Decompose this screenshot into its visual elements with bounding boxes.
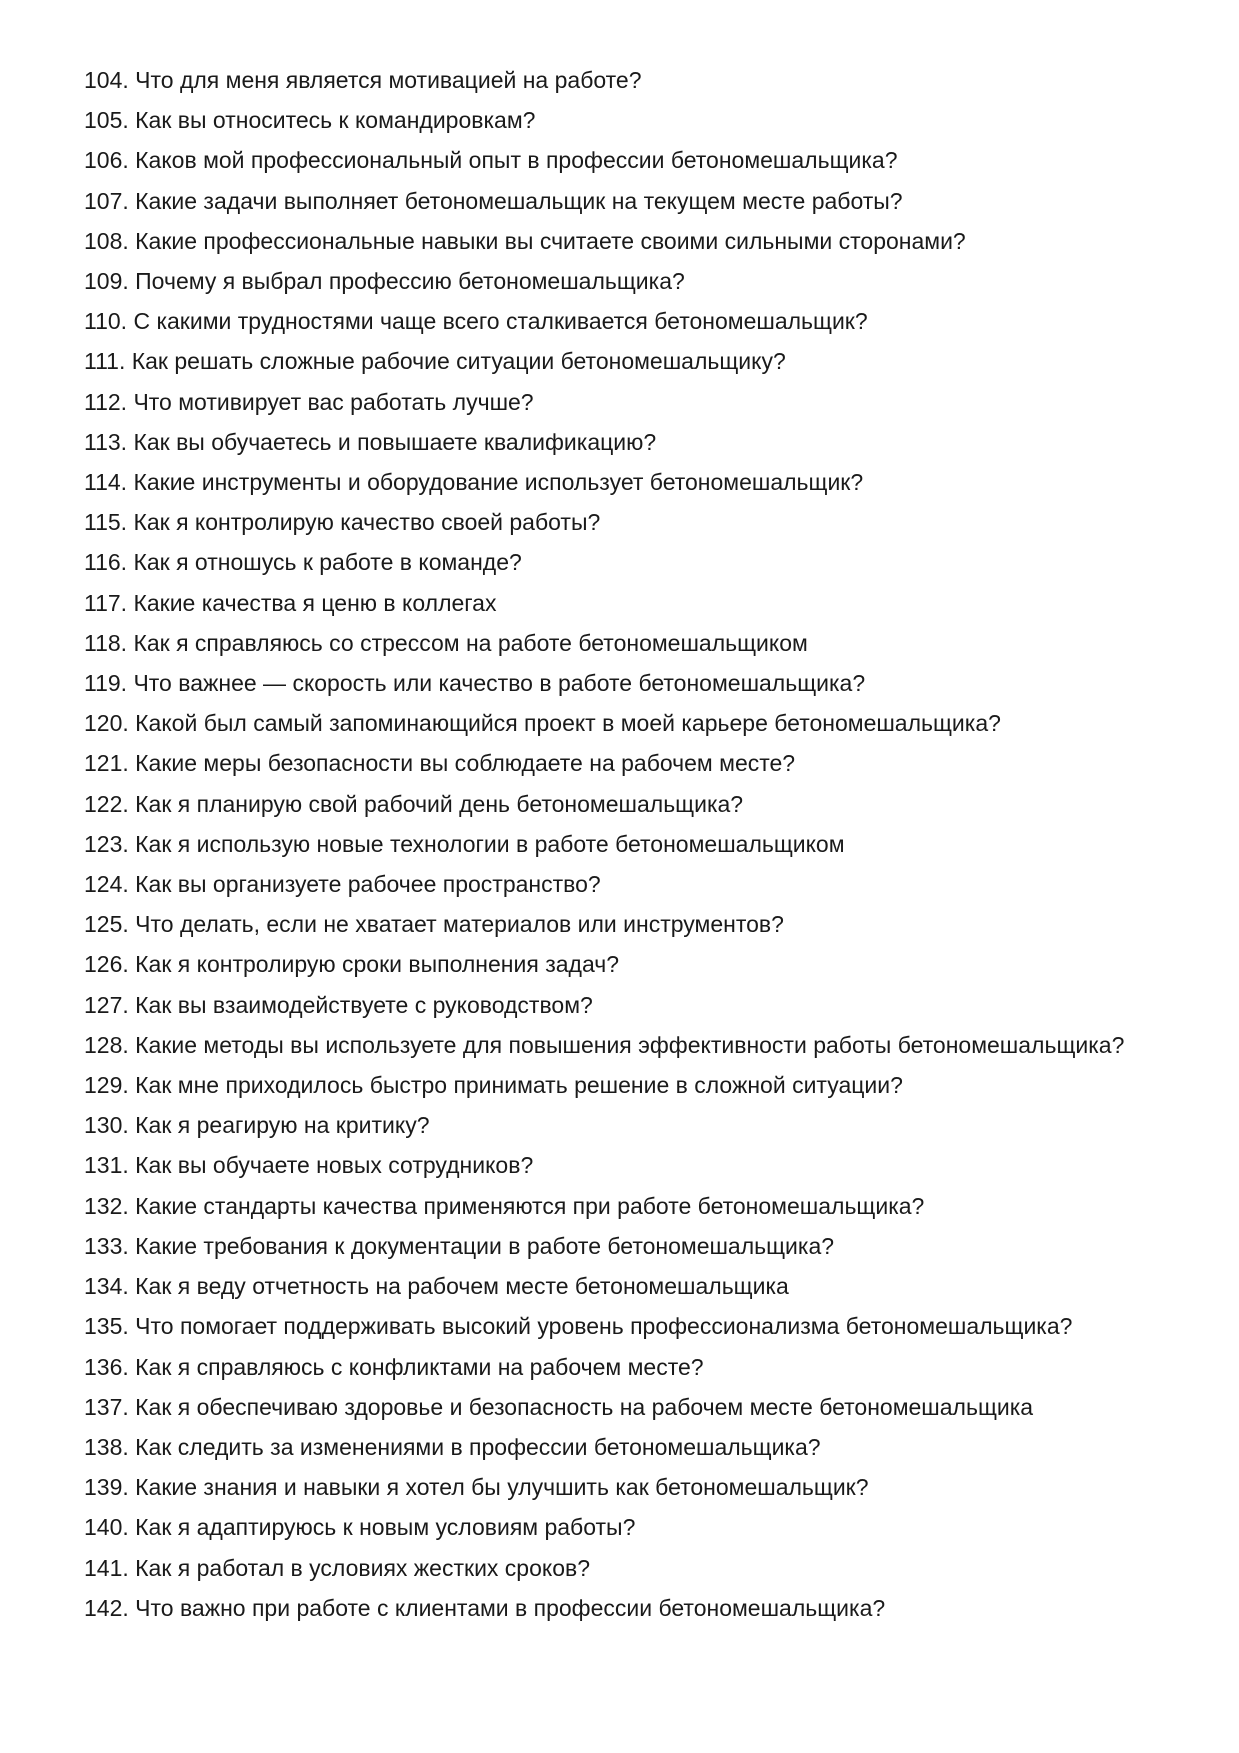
question-item: 134. Как я веду отчетность на рабочем месте бетономешальщика [84,1273,789,1300]
question-item: 140. Как я адаптируюсь к новым условиям работы? [84,1514,636,1541]
question-item: 135. Что помогает поддерживать высокий уровень профессионализма бетономешальщика? [84,1313,1073,1340]
question-item: 142. Что важно при работе с клиентами в профессии бетономешальщика? [84,1594,886,1621]
question-item: 111. Как решать сложные рабочие ситуации бетономешальщику? [84,348,786,375]
question-item: 133. Какие требования к документации в работе бетономешальщика? [84,1232,835,1259]
question-item: 126. Как я контролирую сроки выполнения задач? [84,951,620,978]
question-item: 136. Как я справляюсь с конфликтами на рабочем месте? [84,1353,704,1380]
question-item: 107. Какие задачи выполняет бетономешальщик на текущем месте работы? [84,187,903,214]
question-item: 113. Как вы обучаетесь и повышаете квалификацию? [84,428,657,455]
question-item: 130. Как я реагирую на критику? [84,1112,430,1139]
question-item: 137. Как я обеспечиваю здоровье и безопасность на рабочем месте бетономешальщика [84,1393,1034,1420]
question-item: 106. Каков мой профессиональный опыт в профессии бетономешальщика? [84,147,898,174]
question-item: 121. Какие меры безопасности вы соблюдаете на рабочем месте? [84,750,796,777]
question-item: 127. Как вы взаимодействуете с руководством? [84,991,593,1018]
question-item: 131. Как вы обучаете новых сотрудников? [84,1152,534,1179]
question-item: 112. Что мотивирует вас работать лучше? [84,388,534,415]
question-item: 116. Как я отношусь к работе в команде? [84,549,522,576]
document-page [84,60,1184,1628]
question-item: 122. Как я планирую свой рабочий день бетономешальщика? [84,790,744,817]
question-item: 110. С какими трудностями чаще всего сталкивается бетономешальщик? [84,308,868,335]
question-item: 115. Как я контролирую качество своей работы? [84,509,601,536]
question-item: 114. Какие инструменты и оборудование использует бетономешальщик? [84,469,864,496]
question-item: 105. Как вы относитесь к командировкам? [84,107,536,134]
question-item: 139. Какие знания и навыки я хотел бы улучшить как бетономешальщик? [84,1474,869,1501]
question-item: 141. Как я работал в условиях жестких сроков? [84,1554,591,1581]
question-item: 109. Почему я выбрал профессию бетономешальщика? [84,268,685,295]
question-item: 124. Как вы организуете рабочее пространство? [84,871,601,898]
question-item: 120. Какой был самый запоминающийся проект в моей карьере бетономешальщика? [84,710,1001,737]
question-item: 123. Как я использую новые технологии в работе бетономешальщиком [84,830,845,857]
question-item: 117. Какие качества я ценю в коллегах [84,589,497,616]
question-item: 138. Как следить за изменениями в профессии бетономешальщика? [84,1433,821,1460]
question-item: 119. Что важнее — скорость или качество в работе бетономешальщика? [84,670,866,697]
question-item: 125. Что делать, если не хватает материалов или инструментов? [84,911,784,938]
question-item: 104. Что для меня является мотивацией на работе? [84,67,642,93]
question-list [84,60,1184,1628]
question-item: 118. Как я справляюсь со стрессом на работе бетономешальщиком [84,629,808,656]
question-item: 128. Какие методы вы используете для повышения эффективности работы бетономешальщика? [84,1031,1125,1058]
question-item: 108. Какие профессиональные навыки вы считаете своими сильными сторонами? [84,227,966,254]
question-item: 129. Как мне приходилось быстро принимать решение в сложной ситуации? [84,1072,903,1099]
question-item: 132. Какие стандарты качества применяются при работе бетономешальщика? [84,1192,925,1219]
